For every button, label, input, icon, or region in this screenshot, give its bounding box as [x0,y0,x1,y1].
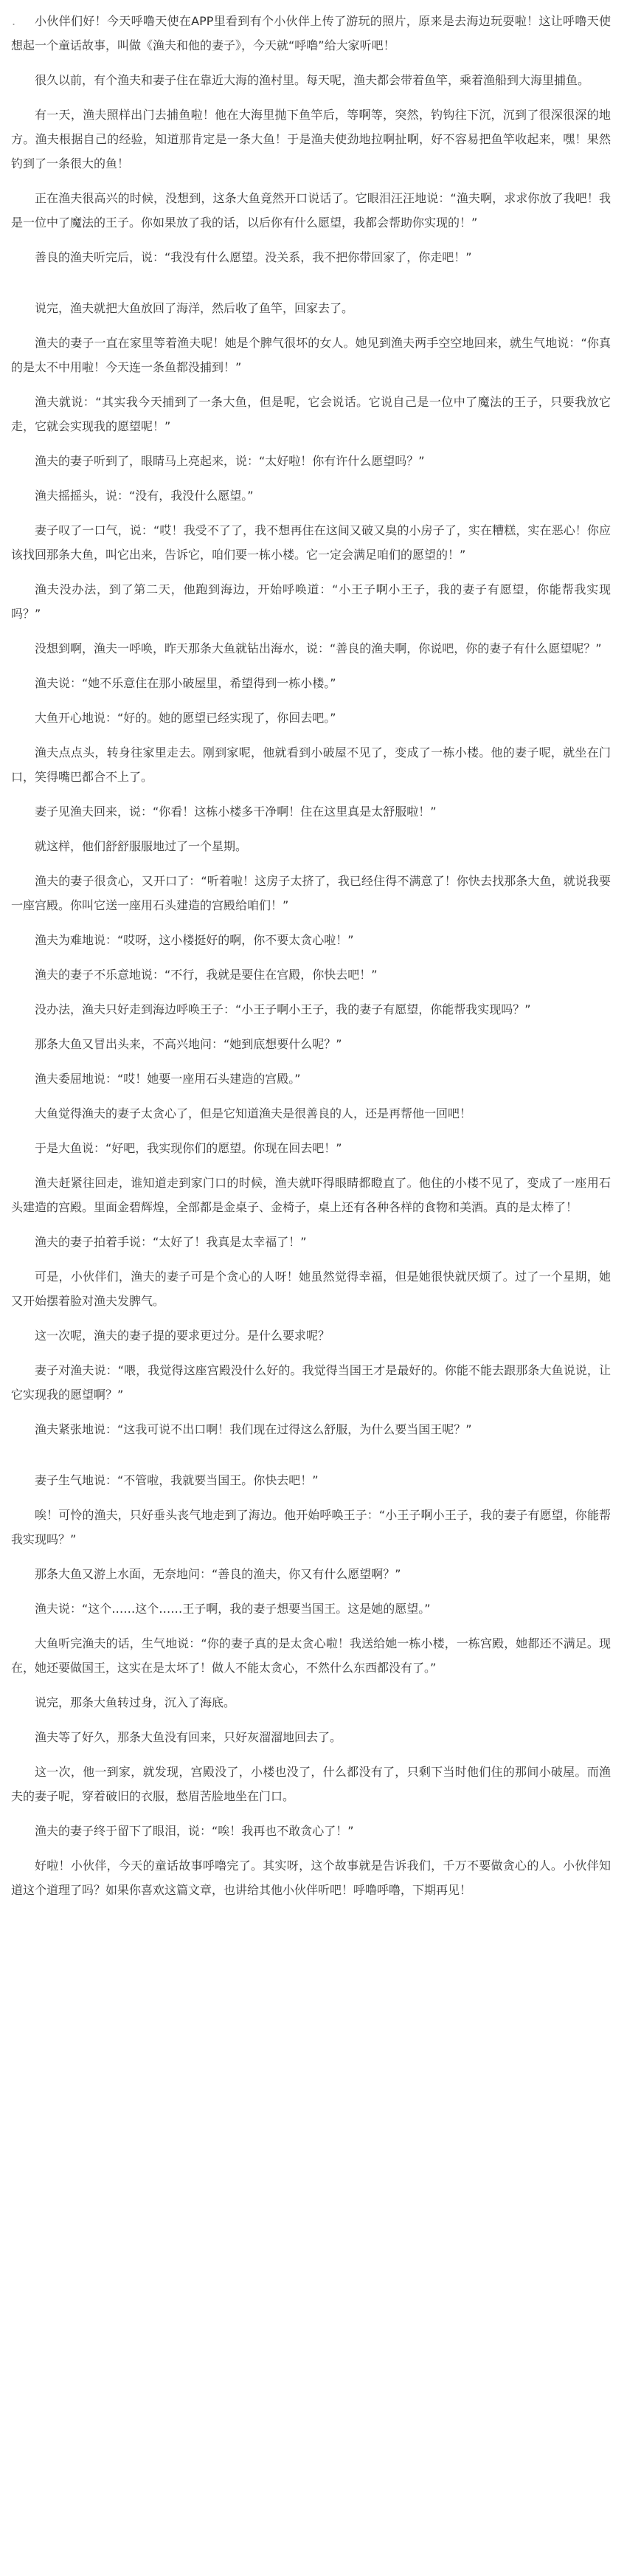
paragraph-gap [11,320,611,331]
paragraph-gap [11,1091,611,1101]
paragraph-gap [11,1126,611,1136]
paragraph-gap [11,858,611,869]
paragraph-gap [11,730,611,740]
story-paragraph: 善良的渔夫听完后，说：“我没有什么愿望。没关系，我不把你带回家了，你走吧！” [35,250,472,264]
story-paragraph: 妻子对渔夫说：“喂，我觉得这座宫殿没什么好的。我觉得当国王才是最好的。你能不能去跟那条大鱼说说，让它实现我的愿望啊？” [11,1363,611,1402]
paragraph-gap [11,952,611,962]
story-paragraph: 大鱼听完渔夫的话，生气地说：“你的妻子真的是太贪心啦！我送给她一栋小楼，一栋宫殿，她都还不满足。现在，她还要做国王，这实在是太坏了！做人不能太贪心，不然什么东西都没有了。” [11,1636,611,1675]
story-paragraph: 说完，渔夫就把大鱼放回了海洋，然后收了鱼竿，回家去了。 [35,301,354,315]
paragraph-gap [11,1621,611,1631]
story-paragraph: 渔夫没办法，到了第二天，他跑到海边，开始呼唤道：“小王子啊小王子，我的妻子有愿望，你能帮我实现吗？” [11,582,611,621]
story-paragraph-intro: 小伙伴们好！今天呼噜天使在APP里看到有个小伙伴上传了游玩的照片，原来是去海边玩耍啦！这让呼噜天使想起一个童话故事，叫做《渔夫和他的妻子》，今天就“呼噜”给大家听吧！ [11,14,611,52]
paragraph-gap [11,1313,611,1323]
story-paragraph: 可是，小伙伴们，渔夫的妻子可是个贪心的人呀！她虽然觉得幸福，但是她很快就厌烦了。过了一个星期，她又开始摆着脸对渔夫发脾气。 [11,1270,611,1308]
story-paragraph-outro: 好啦！小伙伴，今天的童话故事呼噜完了。其实呀，这个故事就是告诉我们，千万不要做贪心的人。小伙伴知道这个道理了吗？如果你喜欢这篇文章，也讲给其他小伙伴听吧！呼噜呼噜，下期再见！ [11,1859,611,1897]
paragraph-gap [11,1160,611,1171]
paragraph-gap [11,1254,611,1264]
story-paragraph: 渔夫的妻子听到了，眼睛马上亮起来，说：“太好啦！你有许什么愿望吗？” [35,454,425,468]
paragraph-gap [11,695,611,706]
paragraph-gap [11,1680,611,1690]
story-paragraph: 没想到啊，渔夫一呼唤，昨天那条大鱼就钻出海水，说：“善良的渔夫啊，你说吧，你的妻子有什么愿望呢？” [35,641,602,655]
story-paragraph: 渔夫的妻子不乐意地说：“不行，我就是要住在宫殿，你快去吧！” [35,968,378,982]
paragraph-gap [11,626,611,636]
story-paragraph: 没办法，渔夫只好走到海边呼唤王子：“小王子啊小王子，我的妻子有愿望，你能帮我实现吗？” [35,1002,531,1016]
paragraph-gap [11,1219,611,1230]
story-paragraph: 妻子见渔夫回来，说：“你看！这栋小楼多干净啊！住在这里真是太舒服啦！” [35,805,437,819]
story-paragraph: 渔夫的妻子很贪心，又开口了：“听着啦！这房子太挤了，我已经住得不满意了！你快去找那条大鱼，就说我要一座宫殿。你叫它送一座用石头建造的宫殿给咱们！” [11,874,611,912]
paragraph-gap [11,1586,611,1597]
story-paragraph: 渔夫委屈地说：“哎！她要一座用石头建造的宫殿。” [35,1072,301,1086]
story-paragraph: 渔夫说：“这个……这个……王子啊，我的妻子想要当国王。这是她的愿望。” [35,1602,431,1616]
story-paragraph: 这一次，他一到家，就发现，宫殿没了，小楼也没了，什么都没有了，只剩下当时他们住的那间小破屋。而渔夫的妻子呢，穿着破旧的衣服，愁眉苦脸地坐在门口。 [11,1765,611,1803]
paragraph-gap [11,789,611,799]
paragraph-gap [11,235,611,245]
paragraph-gap [11,567,611,577]
section-gap [11,269,611,296]
story-paragraph: 渔夫为难地说：“哎呀，这小楼挺好的啊，你不要太贪心啦！” [35,933,354,947]
paragraph-gap [11,1056,611,1067]
paragraph-gap [11,1348,611,1358]
paragraph-gap [11,1843,611,1853]
story-paragraph: 渔夫摇摇头，说：“没有，我没什么愿望。” [35,489,254,503]
story-paragraph: 唉！可怜的渔夫，只好垂头丧气地走到了海边。他开始呼唤王子：“小王子啊小王子，我的妻子有愿望，你能帮我实现吗？” [11,1508,611,1546]
paragraph-gap [11,917,611,928]
story-paragraph: 大鱼觉得渔夫的妻子太贪心了，但是它知道渔夫是很善良的人，还是再帮他一回吧！ [35,1106,472,1120]
story-paragraph: 那条大鱼又冒出头来，不高兴地问：“她到底想要什么呢？” [35,1037,342,1051]
paragraph-gap [11,92,611,103]
story-paragraph: 渔夫点点头，转身往家里走去。刚到家呢，他就看到小破屋不见了，变成了一栋小楼。他的妻子呢，就坐在门口，笑得嘴巴都合不上了。 [11,745,611,784]
paragraph-gap [11,1808,611,1819]
story-paragraph: 渔夫的妻子终于留下了眼泪，说：“唉！我再也不敢贪心了！” [35,1824,354,1838]
story-paragraph: 这一次呢，渔夫的妻子提的要求更过分。是什么要求呢？ [35,1329,330,1343]
paragraph-gap [11,1552,611,1562]
story-paragraph: 渔夫等了好久，那条大鱼没有回来，只好灰溜溜地回去了。 [35,1730,342,1744]
section-gap [11,1442,611,1468]
paragraph-gap [11,1492,611,1503]
story-paragraph: 正在渔夫很高兴的时候，没想到，这条大鱼竟然开口说话了。它眼泪汪汪地说：“渔夫啊，求求你放了我吧！我是一位中了魔法的王子。你如果放了我的话，以后你有什么愿望，我都会帮助你实现的！” [11,191,611,230]
story-paragraph: 很久以前，有个渔夫和妻子住在靠近大海的渔村里。每天呢，渔夫都会带着鱼竿，乘着渔船到大海里捕鱼。 [35,73,590,87]
paragraph-gap [11,824,611,834]
story-paragraph: 妻子生气地说：“不管啦，我就要当国王。你快去吧！” [35,1473,319,1487]
paragraph-gap [11,508,611,518]
paragraph-gap [11,987,611,997]
paragraph-gap [11,1715,611,1725]
story-paragraph: 渔夫赶紧往回走，谁知道走到家门口的时候，渔夫就吓得眼睛都瞪直了。他住的小楼不见了，变成了一座用石头建造的宫殿。里面金碧辉煌，全部都是金桌子、金椅子，桌上还有各种各样的食物和美酒。真的是太棒了！ [11,1176,611,1214]
paragraph-gap [11,1749,611,1760]
paragraph-gap [11,1407,611,1417]
story-paragraph: 说完，那条大鱼转过身，沉入了海底。 [35,1695,236,1709]
paragraph-gap [11,379,611,390]
paragraph-gap [11,58,611,68]
paragraph-gap [11,473,611,483]
paragraph-gap [11,438,611,449]
story-paragraph: 妻子叹了一口气，说：“哎！我受不了了，我不想再住在这间又破又臭的小房子了，实在糟糕，实在恶心！你应该找回那条大鱼，叫它出来，告诉它，咱们要一栋小楼。它一定会满足咱们的愿望的！” [11,523,611,562]
story-paragraph: 渔夫紧张地说：“这我可说不出口啊！我们现在过得这么舒服，为什么要当国王呢？” [35,1422,472,1436]
story-paragraph: 渔夫就说：“其实我今天捕到了一条大鱼，但是呢，它会说话。它说自己是一位中了魔法的王子，只要我放它走，它就会实现我的愿望呢！” [11,395,611,433]
story-paragraph: 就这样，他们舒舒服服地过了一个星期。 [35,839,248,853]
story-paragraph: 那条大鱼又游上水面，无奈地问：“善良的渔夫，你又有什么愿望啊？” [35,1567,401,1581]
paragraph-gap [11,1022,611,1032]
story-paragraph: 于是大鱼说：“好吧，我实现你们的愿望。你现在回去吧！” [35,1141,342,1155]
paragraph-gap [11,661,611,671]
story-paragraph: 渔夫说：“她不乐意住在那小破屋里，希望得到一栋小楼。” [35,676,336,690]
story-paragraph: 渔夫的妻子拍着手说：“太好了！我真是太幸福了！” [35,1235,307,1249]
story-paragraph: 有一天，渔夫照样出门去捕鱼啦！他在大海里抛下鱼竿后，等啊等，突然，钓钩往下沉，沉到了很深很深的地方。渔夫根据自己的经验，知道那肯定是一条大鱼！于是渔夫使劲地拉啊扯啊，好不容易把鱼竿收起来，嘿！果然钓到了一条很大的鱼！ [11,108,611,171]
story-paragraph: 渔夫的妻子一直在家里等着渔夫呢！她是个脾气很坏的女人。她见到渔夫两手空空地回来，就生气地说：“你真的是太不中用啦！今天连一条鱼都没捕到！” [11,336,611,374]
story-paragraph: 大鱼开心地说：“好的。她的愿望已经实现了，你回去吧。” [35,711,336,725]
lead-mark: . [12,14,16,28]
paragraph-gap [11,176,611,186]
